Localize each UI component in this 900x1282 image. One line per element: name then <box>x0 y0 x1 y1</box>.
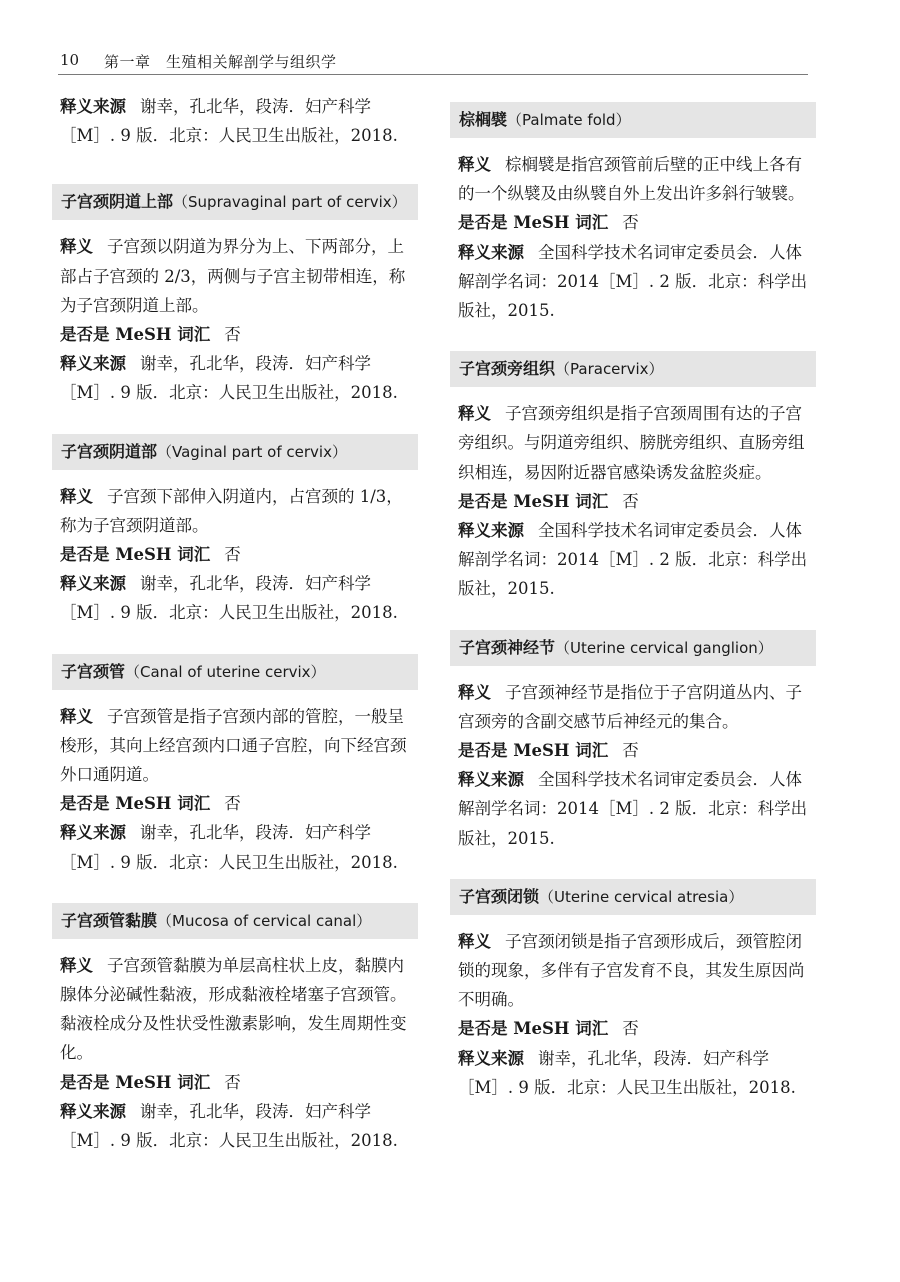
source-line <box>52 569 418 627</box>
term-body <box>450 678 816 853</box>
mesh-line <box>52 320 418 349</box>
definition-label: 释义 <box>458 155 491 174</box>
page-number: 10 <box>60 51 80 69</box>
source-line <box>450 238 816 326</box>
term-heading <box>52 434 418 470</box>
term-en: （Paracervix） <box>555 360 664 379</box>
term-en: （Vaginal part of cervix） <box>157 442 347 461</box>
term-cn: 子宫颈阴道上部 <box>61 192 174 212</box>
definition-label: 释义 <box>60 486 93 506</box>
term-entry <box>52 184 418 407</box>
mesh-line <box>52 1068 418 1097</box>
term-en: （Uterine cervical atresia） <box>539 887 744 906</box>
term-heading <box>450 102 816 138</box>
definition-text: 子宫颈管是指子宫颈内部的管腔，一般呈梭形，其向上经宫颈内口通子宫腔，向下经宫颈外口通阴道。 <box>60 706 407 785</box>
term-entry <box>450 879 816 1102</box>
term-cn: 棕榈襞 <box>459 110 508 129</box>
source-line <box>52 1097 418 1155</box>
left-column <box>52 92 418 1155</box>
definition-label: 释义 <box>458 682 491 702</box>
source-text: 谢幸，孔北华，段涛．妇产科学［M］. 9 版．北京：人民卫生出版社，2018. <box>60 97 398 146</box>
mesh-line <box>450 1014 816 1043</box>
definition-text: 子宫颈神经节是指位于子宫阴道丛内、子宫颈旁的含副交感节后神经元的集合。 <box>458 682 802 731</box>
mesh-label: 是否是 MeSH 词汇 <box>60 325 211 345</box>
source-label: 释义来源 <box>458 1048 524 1068</box>
definition-label: 释义 <box>60 955 93 975</box>
term-entry <box>450 102 816 325</box>
page-header <box>58 48 808 75</box>
source-line <box>52 349 418 407</box>
mesh-line <box>52 789 418 818</box>
source-label: 释义来源 <box>60 1101 126 1121</box>
source-text: 全国科学技术名词审定委员会．人体解剖学名词：2014［M］. 2 版．北京：科学出版社，2015. <box>458 770 808 848</box>
mesh-label: 是否是 MeSH 词汇 <box>458 1019 609 1039</box>
chapter-title: 第一章 生殖相关解剖学与组织学 <box>104 53 337 71</box>
definition-label: 释义 <box>60 706 93 726</box>
mesh-value: 否 <box>224 545 241 565</box>
mesh-value: 否 <box>224 794 241 814</box>
definition-text: 子宫颈旁组织是指子宫颈周围有达的子宫旁组织。与阴道旁组织、膀胱旁组织、直肠旁组织相连，易因附近器官感染诱发盆腔炎症。 <box>458 404 805 482</box>
term-heading <box>450 351 816 387</box>
mesh-value: 否 <box>622 741 639 761</box>
definition-line <box>450 150 816 208</box>
term-body <box>52 482 418 628</box>
source-text: 谢幸，孔北华，段涛．妇产科学［M］. 9 版．北京：人民卫生出版社，2018. <box>60 1101 398 1151</box>
mesh-value: 否 <box>622 213 639 233</box>
term-entry <box>52 903 418 1155</box>
mesh-line <box>450 208 816 237</box>
source-line <box>450 516 816 604</box>
mesh-value: 否 <box>224 1072 241 1092</box>
term-cn: 子宫颈阴道部 <box>61 441 158 461</box>
definition-text: 子宫颈以阴道为界分为上、下两部分，上部占子宫颈的 2/3，两侧与子宫主韧带相连，称为子宫颈阴道上部。 <box>60 237 406 315</box>
term-body <box>52 702 418 877</box>
term-cn: 子宫颈神经节 <box>459 637 556 657</box>
mesh-label: 是否是 MeSH 词汇 <box>458 741 609 761</box>
right-column <box>450 102 816 1102</box>
term-cn: 子宫颈闭锁 <box>459 886 540 906</box>
source-text: 谢幸，孔北华，段涛．妇产科学［M］. 9 版．北京：人民卫生出版社，2018. <box>60 574 398 623</box>
definition-text: 子宫颈下部伸入阴道内，占宫颈的 1/3，称为子宫颈阴道部。 <box>60 486 403 535</box>
definition-line <box>52 702 418 790</box>
term-body <box>450 150 816 325</box>
term-body <box>52 951 418 1155</box>
mesh-label: 是否是 MeSH 词汇 <box>458 491 609 511</box>
mesh-line <box>450 487 816 516</box>
term-heading <box>52 184 418 220</box>
mesh-value: 否 <box>622 491 639 511</box>
definition-line <box>450 399 816 487</box>
source-label: 释义来源 <box>458 770 524 790</box>
term-body <box>52 232 418 407</box>
mesh-label: 是否是 MeSH 词汇 <box>60 1072 211 1092</box>
source-text: 谢幸，孔北华，段涛．妇产科学［M］. 9 版．北京：人民卫生出版社，2018. <box>60 823 398 872</box>
term-heading <box>52 903 418 939</box>
mesh-value: 否 <box>622 1019 639 1039</box>
lead-source-line <box>52 92 418 150</box>
source-label: 释义来源 <box>458 242 524 262</box>
definition-label: 释义 <box>458 931 491 951</box>
source-line <box>52 818 418 876</box>
term-heading <box>450 630 816 666</box>
term-body <box>450 927 816 1102</box>
source-text: 全国科学技术名词审定委员会．人体解剖学名词：2014［M］. 2 版．北京：科学出版社，2015. <box>458 242 808 321</box>
source-line <box>450 765 816 853</box>
definition-label: 释义 <box>60 237 93 257</box>
term-entry <box>450 351 816 603</box>
term-en: （Uterine cervical ganglion） <box>555 638 773 657</box>
definition-text: 子宫颈管黏膜为单层高柱状上皮，黏膜内腺体分泌碱性黏液，形成黏液栓堵塞子宫颈管。黏液栓成分及性状受性激素影响，发生周期性变化。 <box>60 955 407 1063</box>
source-text: 谢幸，孔北华，段涛．妇产科学［M］. 9 版．北京：人民卫生出版社，2018. <box>60 354 398 403</box>
definition-line <box>52 482 418 540</box>
definition-line <box>450 678 816 736</box>
source-text: 谢幸，孔北华，段涛．妇产科学［M］. 9 版．北京：人民卫生出版社，2018. <box>458 1048 796 1097</box>
term-heading <box>450 879 816 915</box>
definition-line <box>52 951 418 1068</box>
definition-line <box>52 232 418 320</box>
definition-text: 棕榈襞是指宫颈管前后壁的正中线上各有的一个纵襞及由纵襞自外上发出许多斜行皱襞。 <box>458 155 805 204</box>
source-text: 全国科学技术名词审定委员会．人体解剖学名词：2014［M］. 2 版．北京：科学出版社，2015. <box>458 521 808 599</box>
source-label: 释义来源 <box>60 823 126 843</box>
term-entry <box>52 654 418 877</box>
source-label: 释义来源 <box>458 521 524 541</box>
term-en: （Mucosa of cervical canal） <box>157 911 372 930</box>
term-cn: 子宫颈管黏膜 <box>61 910 158 930</box>
term-entry <box>450 630 816 853</box>
source-label: 释义来源 <box>60 97 126 116</box>
term-cn: 子宫颈旁组织 <box>459 359 556 379</box>
term-en: （Canal of uterine cervix） <box>125 662 326 681</box>
definition-text: 子宫颈闭锁是指子宫颈形成后，颈管腔闭锁的现象，多伴有子宫发育不良，其发生原因尚不明确。 <box>458 931 805 1010</box>
mesh-label: 是否是 MeSH 词汇 <box>458 213 609 233</box>
term-heading <box>52 654 418 690</box>
source-line <box>450 1044 816 1102</box>
mesh-line <box>52 540 418 569</box>
mesh-line <box>450 736 816 765</box>
term-cn: 子宫颈管 <box>61 661 126 681</box>
term-en: （Palmate fold） <box>507 111 631 129</box>
term-body <box>450 399 816 603</box>
mesh-label: 是否是 MeSH 词汇 <box>60 545 211 565</box>
source-label: 释义来源 <box>60 354 126 374</box>
mesh-value: 否 <box>224 325 241 345</box>
term-en: （Supravaginal part of cervix） <box>173 193 407 212</box>
definition-line <box>450 927 816 1015</box>
source-label: 释义来源 <box>60 574 126 594</box>
term-entry <box>52 434 418 628</box>
mesh-label: 是否是 MeSH 词汇 <box>60 794 211 814</box>
definition-label: 释义 <box>458 404 491 424</box>
